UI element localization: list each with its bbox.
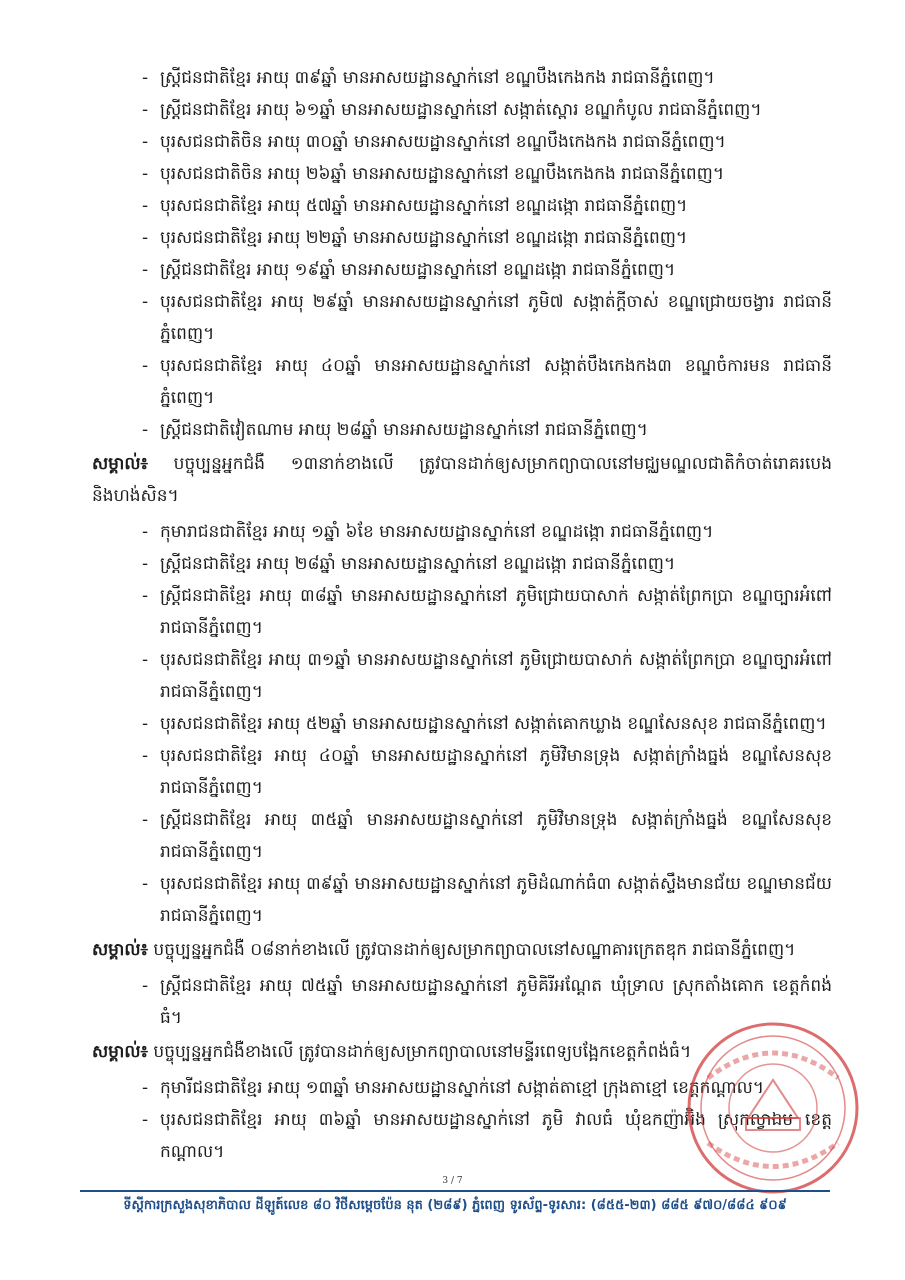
list-item bbox=[142, 126, 832, 158]
list-item-text: បុរសជនជាតិខ្មែរ អាយុ ៥២ឆ្នាំ មានអាសយដ្ឋានស្នាក់នៅ សង្កាត់គោកឃ្លាង ខណ្ឌសែនសុខ រាជធានីភ្នំពេញ។ bbox=[160, 714, 827, 734]
list-dash: - bbox=[142, 356, 149, 376]
document-body bbox=[92, 62, 832, 1168]
list-dash: - bbox=[142, 260, 149, 280]
list-item bbox=[142, 414, 832, 446]
list-item bbox=[142, 350, 832, 414]
list-item-text: បុរសជនជាតិខ្មែរ អាយុ ៤០ឆ្នាំ មានអាសយដ្ឋានស្នាក់នៅ សង្កាត់បឹងកេងកង៣ ខណ្ឌចំការមន រាជធានីភ្នំពេញ។ bbox=[160, 356, 832, 408]
note-2 bbox=[92, 934, 832, 966]
list-item-text: បុរសជនជាតិខ្មែរ អាយុ ២៩ឆ្នាំ មានអាសយដ្ឋានស្នាក់នៅ ភូមិ៧ សង្កាត់ក្តីចាស់ ខណ្ឌជ្រោយចង្វារ រាជធានីភ្នំពេញ។ bbox=[160, 292, 832, 344]
list-dash: - bbox=[142, 586, 149, 606]
list-item-text: ស្ត្រីជនជាតិខ្មែរ អាយុ ៣៨ឆ្នាំ មានអាសយដ្ឋានស្នាក់នៅ ភូមិជ្រោយបាសាក់ សង្កាត់ព្រែកប្រា ខណ្ឌច្បារអំពៅ រាជធានីភ្នំពេញ។ bbox=[160, 586, 832, 638]
list-dash: - bbox=[142, 420, 149, 440]
list-item-text: បុរសជនជាតិខ្មែរ អាយុ ៣៩ឆ្នាំ មានអាសយដ្ឋានស្នាក់នៅ ភូមិដំណាក់ធំ៣ សង្កាត់ស្ទឹងមានជ័យ ខណ្ឌមានជ័យ រាជធានីភ្នំពេញ។ bbox=[160, 874, 832, 926]
note-label: សម្គាល់៖ bbox=[92, 940, 149, 960]
note-label: សម្គាល់៖ bbox=[92, 1042, 149, 1062]
list-item bbox=[142, 516, 832, 548]
list-item bbox=[142, 708, 832, 740]
list-item-text: បុរសជនជាតិចិន អាយុ ២៦ឆ្នាំ មានអាសយដ្ឋានស្នាក់នៅ ខណ្ឌបឹងកេងកង រាជធានីភ្នំពេញ។ bbox=[160, 164, 725, 184]
list-item-text: ស្ត្រីជនជាតិខ្មែរ អាយុ ៣៩ឆ្នាំ មានអាសយដ្ឋានស្នាក់នៅ ខណ្ឌបឹងកេងកង រាជធានីភ្នំពេញ។ bbox=[160, 68, 715, 88]
list-dash: - bbox=[142, 68, 149, 88]
list-dash: - bbox=[142, 1110, 149, 1130]
list-item-text: ស្ត្រីជនជាតិខ្មែរ អាយុ ៦១ឆ្នាំ មានអាសយដ្ឋានស្នាក់នៅ សង្កាត់ស្ពោរ ខណ្ឌកំបូល រាជធានីភ្នំពេញ។ bbox=[160, 100, 762, 120]
list-dash: - bbox=[142, 810, 149, 830]
list-item bbox=[142, 868, 832, 932]
list-item-text: បុរសជនជាតិខ្មែរ អាយុ ៥៧ឆ្នាំ មានអាសយដ្ឋានស្នាក់នៅ ខណ្ឌដង្កោ រាជធានីភ្នំពេញ។ bbox=[160, 196, 688, 216]
list-dash: - bbox=[142, 714, 149, 734]
list-item-text: ស្ត្រីជនជាតិខ្មែរ អាយុ ២៨ឆ្នាំ មានអាសយដ្ឋានស្នាក់នៅ ខណ្ឌដង្កោ រាជធានីភ្នំពេញ។ bbox=[160, 554, 676, 574]
list-item-text: ស្ត្រីជនជាតិវៀតណាម អាយុ ២៨ឆ្នាំ មានអាសយដ្ឋានស្នាក់នៅ រាជធានីភ្នំពេញ។ bbox=[160, 420, 648, 440]
list-item bbox=[142, 740, 832, 804]
list-item bbox=[142, 804, 832, 868]
footer-address: ទីស្តីការក្រសួងសុខាភិបាល ដីឡូត៍លេខ ៨០ វិថីសម្តេចប៉ែន នុត (២៨៩) ភ្នំពេញ ទូរស័ព្ទ-ទូរសារ: (៨៥៥-២៣) ៨៨៥ ៩៧០/៨៨៤ ៩០៩ bbox=[123, 1198, 787, 1213]
list-item-text: ស្ត្រីជនជាតិខ្មែរ អាយុ ៣៥ឆ្នាំ មានអាសយដ្ឋានស្នាក់នៅ ភូមិវិមានទ្រុង សង្កាត់ក្រាំងធ្នង់ ខណ្ឌសែនសុខ រាជធានីភ្នំពេញ។ bbox=[160, 810, 832, 862]
list-item-text: បុរសជនជាតិខ្មែរ អាយុ ៤០ឆ្នាំ មានអាសយដ្ឋានស្នាក់នៅ ភូមិវិមានទ្រុង សង្កាត់ក្រាំងធ្នង់ ខណ្ឌសែនសុខ រាជធានីភ្នំពេញ។ bbox=[160, 746, 832, 798]
note-text: បច្ចុប្បន្នអ្នកជំងឺ ០៨នាក់ខាងលើ ត្រូវបានដាក់ឲ្យសម្រាកព្យាបាលនៅសណ្ឋាគារក្រេតឌុក រាជធានីភ្នំពេញ។ bbox=[148, 940, 796, 960]
list-dash: - bbox=[142, 164, 149, 184]
list-item-text: បុរសជនជាតិខ្មែរ អាយុ ២២ឆ្នាំ មានអាសយដ្ឋានស្នាក់នៅ ខណ្ឌដង្កោ រាជធានីភ្នំពេញ។ bbox=[160, 228, 688, 248]
list-item-text: បុរសជនជាតិខ្មែរ អាយុ ៣៦ឆ្នាំ មានអាសយដ្ឋានស្នាក់នៅ ភូមិ វាលធំ ឃុំឧកញ៉ាអ៊ិង ស្រុកល្វាឯម ខេត្តកណ្តាល។ bbox=[160, 1110, 832, 1162]
list-dash: - bbox=[142, 650, 149, 670]
case-list-a bbox=[92, 62, 832, 446]
list-item-text: កុមារាជនជាតិខ្មែរ អាយុ ១ឆ្នាំ ៦ខែ មានអាសយដ្ឋានស្នាក់នៅ ខណ្ឌដង្កោ រាជធានីភ្នំពេញ។ bbox=[160, 522, 714, 542]
list-dash: - bbox=[142, 1078, 149, 1098]
list-dash: - bbox=[142, 746, 149, 766]
list-item-text: បុរសជនជាតិខ្មែរ អាយុ ៣១ឆ្នាំ មានអាសយដ្ឋានស្នាក់នៅ ភូមិជ្រោយបាសាក់ សង្កាត់ព្រែកប្រា ខណ្ឌច្បារអំពៅ រាជធានីភ្នំពេញ។ bbox=[160, 650, 832, 702]
case-list-b bbox=[92, 516, 832, 932]
list-dash: - bbox=[142, 132, 149, 152]
list-item bbox=[142, 62, 832, 94]
official-stamp bbox=[678, 1018, 868, 1198]
list-dash: - bbox=[142, 100, 149, 120]
list-item bbox=[142, 254, 832, 286]
list-item bbox=[142, 158, 832, 190]
list-item-text: ស្ត្រីជនជាតិខ្មែរ អាយុ ៧៥ឆ្នាំ មានអាសយដ្ឋានស្នាក់នៅ ភូមិគិរីអណ្តែត ឃុំទ្រាល ស្រុកតាំងគោក ខេត្តកំពង់ធំ។ bbox=[160, 976, 832, 1028]
footer-divider bbox=[80, 1190, 830, 1192]
list-item bbox=[142, 644, 832, 708]
list-item-text: កុមារីជនជាតិខ្មែរ អាយុ ១៣ឆ្នាំ មានអាសយដ្ឋានស្នាក់នៅ សង្កាត់តាខ្មៅ ក្រុងតាខ្មៅ ខេត្តកណ្តាល។ bbox=[160, 1078, 765, 1098]
list-item-text: ស្ត្រីជនជាតិខ្មែរ អាយុ ១៩ឆ្នាំ មានអាសយដ្ឋានស្នាក់នៅ ខណ្ឌដង្កោ រាជធានីភ្នំពេញ។ bbox=[160, 260, 676, 280]
list-dash: - bbox=[142, 874, 149, 894]
note-text: បច្ចុប្បន្នអ្នកជំងឺខាងលើ ត្រូវបានដាក់ឲ្យសម្រាកព្យាបាលនៅមន្ទីរពេទ្យបង្អែកខេត្តកំពង់ធំ។ bbox=[148, 1042, 692, 1062]
list-item bbox=[142, 286, 832, 350]
list-dash: - bbox=[142, 554, 149, 574]
list-item bbox=[142, 548, 832, 580]
list-item bbox=[142, 580, 832, 644]
list-item-text: បុរសជនជាតិចិន អាយុ ៣០ឆ្នាំ មានអាសយដ្ឋានស្នាក់នៅ ខណ្ឌបឹងកេងកង រាជធានីភ្នំពេញ។ bbox=[160, 132, 726, 152]
list-item bbox=[142, 190, 832, 222]
list-dash: - bbox=[142, 228, 149, 248]
list-item bbox=[142, 222, 832, 254]
note-1 bbox=[92, 448, 832, 512]
list-item bbox=[142, 94, 832, 126]
list-dash: - bbox=[142, 196, 149, 216]
list-dash: - bbox=[142, 522, 149, 542]
note-label: សម្គាល់៖ bbox=[92, 454, 149, 474]
note-text: បច្ចុប្បន្នអ្នកជំងឺ ១៣នាក់ខាងលើ ត្រូវបានដាក់ឲ្យសម្រាកព្យាបាលនៅមជ្ឈមណ្ឌលជាតិកំចាត់រោគរបេង និងហង់សិន។ bbox=[92, 454, 832, 506]
page-number: 3 / 7 bbox=[442, 1176, 463, 1186]
list-dash: - bbox=[142, 292, 149, 312]
list-dash: - bbox=[142, 976, 149, 996]
